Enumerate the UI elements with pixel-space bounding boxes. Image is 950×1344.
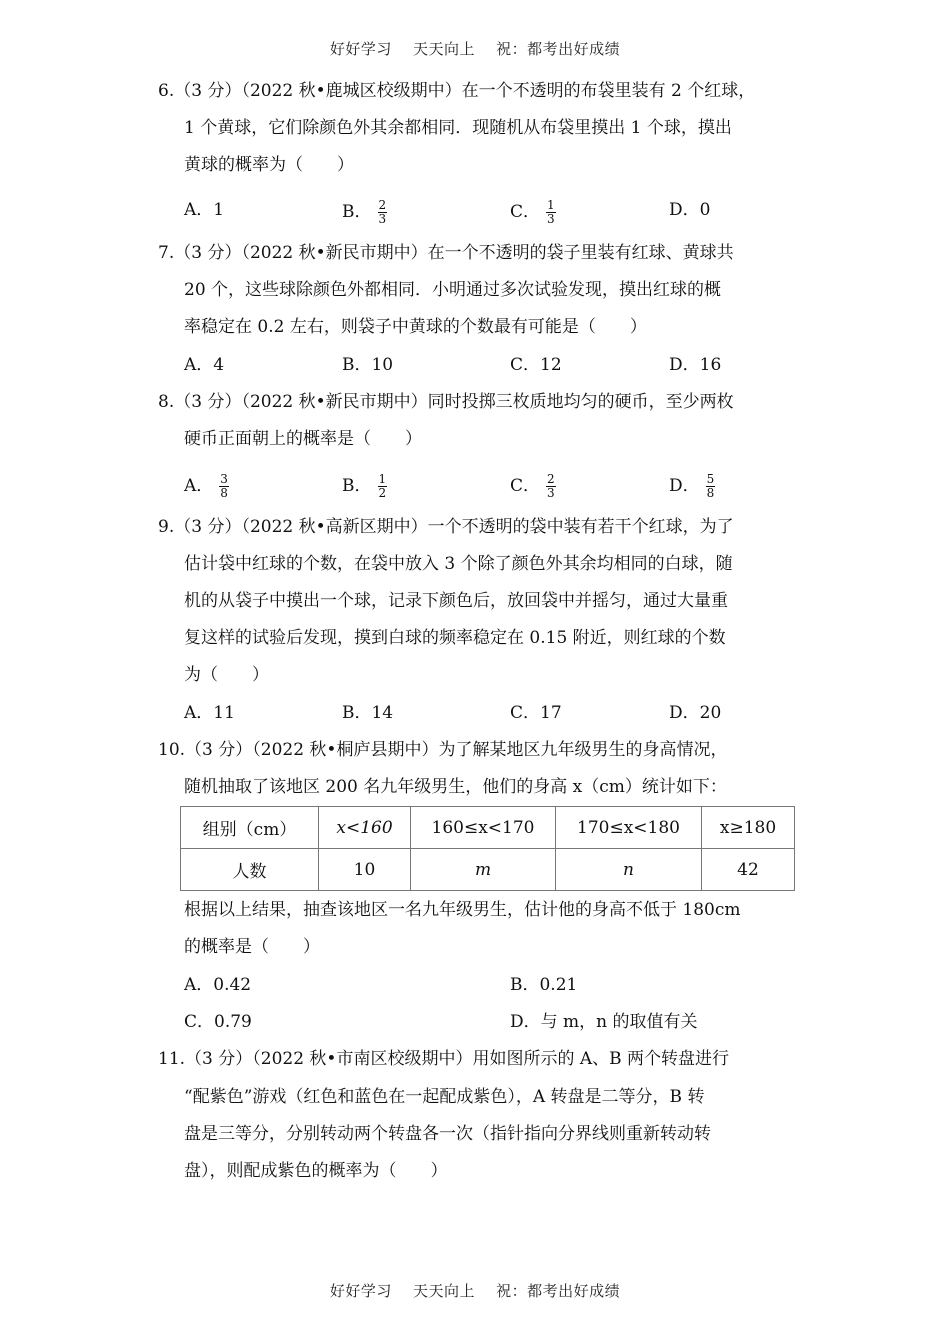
option-label: B． bbox=[342, 202, 372, 222]
table-header-row bbox=[181, 807, 795, 849]
page-header: 好好学习 天天向上 祝：都考出好成绩 bbox=[329, 40, 621, 58]
fraction bbox=[546, 473, 556, 500]
q10-option-c: C．0.79 bbox=[184, 1012, 252, 1032]
q6-option-b bbox=[342, 199, 387, 226]
q7-option-a: A．4 bbox=[184, 355, 225, 375]
fraction-denominator: 3 bbox=[547, 486, 555, 500]
table-cell: 人数 bbox=[181, 849, 319, 891]
fraction bbox=[706, 473, 716, 500]
q6-line-2: 1 个黄球，它们除颜色外其余都相同．现随机从布袋里摸出 1 个球，摸出 bbox=[184, 118, 732, 138]
table-cell: x<160 bbox=[319, 807, 411, 849]
q7-line-1: 7.（3 分）（2022 秋•新民市期中）在一个不透明的袋子里装有红球、黄球共 bbox=[158, 243, 734, 263]
fraction-denominator: 8 bbox=[220, 486, 228, 500]
fraction-denominator: 3 bbox=[547, 212, 555, 226]
q8-line-2: 硬币正面朝上的概率是（ ） bbox=[184, 429, 422, 449]
option-label: B． bbox=[342, 476, 372, 496]
q9-line-3: 机的从袋子中摸出一个球，记录下颜色后，放回袋中并摇匀，通过大量重 bbox=[184, 591, 728, 611]
q7-line-3: 率稳定在 0.2 左右，则袋子中黄球的个数最有可能是（ ） bbox=[184, 317, 647, 337]
q9-line-5: 为（ ） bbox=[184, 665, 269, 685]
option-label: A． bbox=[184, 476, 214, 496]
q7-option-d: D．16 bbox=[669, 355, 722, 375]
q6-line-1: 6.（3 分）（2022 秋•鹿城区校级期中）在一个不透明的布袋里装有 2 个红球， bbox=[158, 81, 756, 101]
page-footer: 好好学习 天天向上 祝：都考出好成绩 bbox=[329, 1282, 621, 1300]
fraction bbox=[219, 473, 229, 500]
fraction bbox=[378, 473, 388, 500]
q8-option-c bbox=[510, 473, 556, 500]
table-cell: 组别（cm） bbox=[181, 807, 319, 849]
fraction-numerator: 1 bbox=[547, 198, 555, 212]
q10-option-d: D．与 m，n 的取值有关 bbox=[510, 1012, 698, 1032]
table-row bbox=[181, 849, 795, 891]
table-cell: n bbox=[556, 849, 702, 891]
table-cell: x≥180 bbox=[702, 807, 795, 849]
q6-option-d: D．0 bbox=[669, 200, 711, 220]
q11-line-3: 盘是三等分，分别转动两个转盘各一次（指针指向分界线则重新转动转 bbox=[184, 1124, 711, 1144]
q11-line-2: “配紫色”游戏（红色和蓝色在一起配成紫色），A 转盘是二等分，B 转 bbox=[184, 1087, 705, 1107]
q7-option-c: C．12 bbox=[510, 355, 562, 375]
fraction-denominator: 8 bbox=[706, 486, 715, 500]
table-cell: 170≤x<180 bbox=[556, 807, 702, 849]
q7-option-b: B．10 bbox=[342, 355, 394, 375]
q9-line-4: 复这样的试验后发现，摸到白球的频率稳定在 0.15 附近，则红球的个数 bbox=[184, 628, 726, 648]
option-label: D． bbox=[669, 476, 700, 496]
fraction bbox=[546, 199, 556, 226]
fraction-numerator: 5 bbox=[706, 472, 715, 486]
q10-line-3: 根据以上结果，抽查该地区一名九年级男生，估计他的身高不低于 180cm bbox=[184, 900, 741, 920]
fraction-numerator: 2 bbox=[547, 472, 555, 486]
q10-line-4: 的概率是（ ） bbox=[184, 937, 320, 957]
table-cell: 42 bbox=[702, 849, 795, 891]
option-label: C． bbox=[510, 202, 541, 222]
q8-option-d bbox=[669, 473, 715, 500]
q9-option-a: A．11 bbox=[184, 703, 235, 723]
q6-option-a: A．1 bbox=[184, 200, 225, 220]
table-cell: 10 bbox=[319, 849, 411, 891]
height-stats-table bbox=[180, 806, 795, 891]
fraction-numerator: 2 bbox=[378, 198, 387, 212]
q9-option-b: B．14 bbox=[342, 703, 394, 723]
q10-line-1: 10.（3 分）（2022 秋•桐庐县期中）为了解某地区九年级男生的身高情况， bbox=[158, 740, 728, 760]
q6-line-3: 黄球的概率为（ ） bbox=[184, 155, 354, 175]
q6-option-c bbox=[510, 199, 556, 226]
q8-option-a bbox=[184, 473, 229, 500]
q10-option-a: A．0.42 bbox=[184, 975, 252, 995]
fraction-numerator: 1 bbox=[378, 472, 387, 486]
table-cell: 160≤x<170 bbox=[411, 807, 556, 849]
fraction-numerator: 3 bbox=[220, 472, 228, 486]
q9-line-1: 9.（3 分）（2022 秋•高新区期中）一个不透明的袋中装有若干个红球，为了 bbox=[158, 517, 734, 537]
q8-option-b bbox=[342, 473, 387, 500]
q10-line-2: 随机抽取了该地区 200 名九年级男生，他们的身高 x（cm）统计如下： bbox=[184, 777, 727, 797]
q8-line-1: 8.（3 分）（2022 秋•新民市期中）同时投掷三枚质地均匀的硬币，至少两枚 bbox=[158, 392, 734, 412]
q9-option-c: C．17 bbox=[510, 703, 562, 723]
q10-option-b: B．0.21 bbox=[510, 975, 578, 995]
q9-option-d: D．20 bbox=[669, 703, 722, 723]
q7-line-2: 20 个，这些球除颜色外都相同．小明通过多次试验发现，摸出红球的概 bbox=[184, 280, 722, 300]
fraction-denominator: 3 bbox=[378, 212, 387, 226]
table-cell: m bbox=[411, 849, 556, 891]
q11-line-1: 11.（3 分）（2022 秋•市南区校级期中）用如图所示的 A、B 两个转盘进行 bbox=[158, 1049, 730, 1069]
option-label: C． bbox=[510, 476, 541, 496]
q9-line-2: 估计袋中红球的个数，在袋中放入 3 个除了颜色外其余均相同的白球，随 bbox=[184, 554, 733, 574]
q11-line-4: 盘），则配成紫色的概率为（ ） bbox=[184, 1161, 448, 1181]
fraction-denominator: 2 bbox=[378, 486, 387, 500]
fraction bbox=[378, 199, 388, 226]
